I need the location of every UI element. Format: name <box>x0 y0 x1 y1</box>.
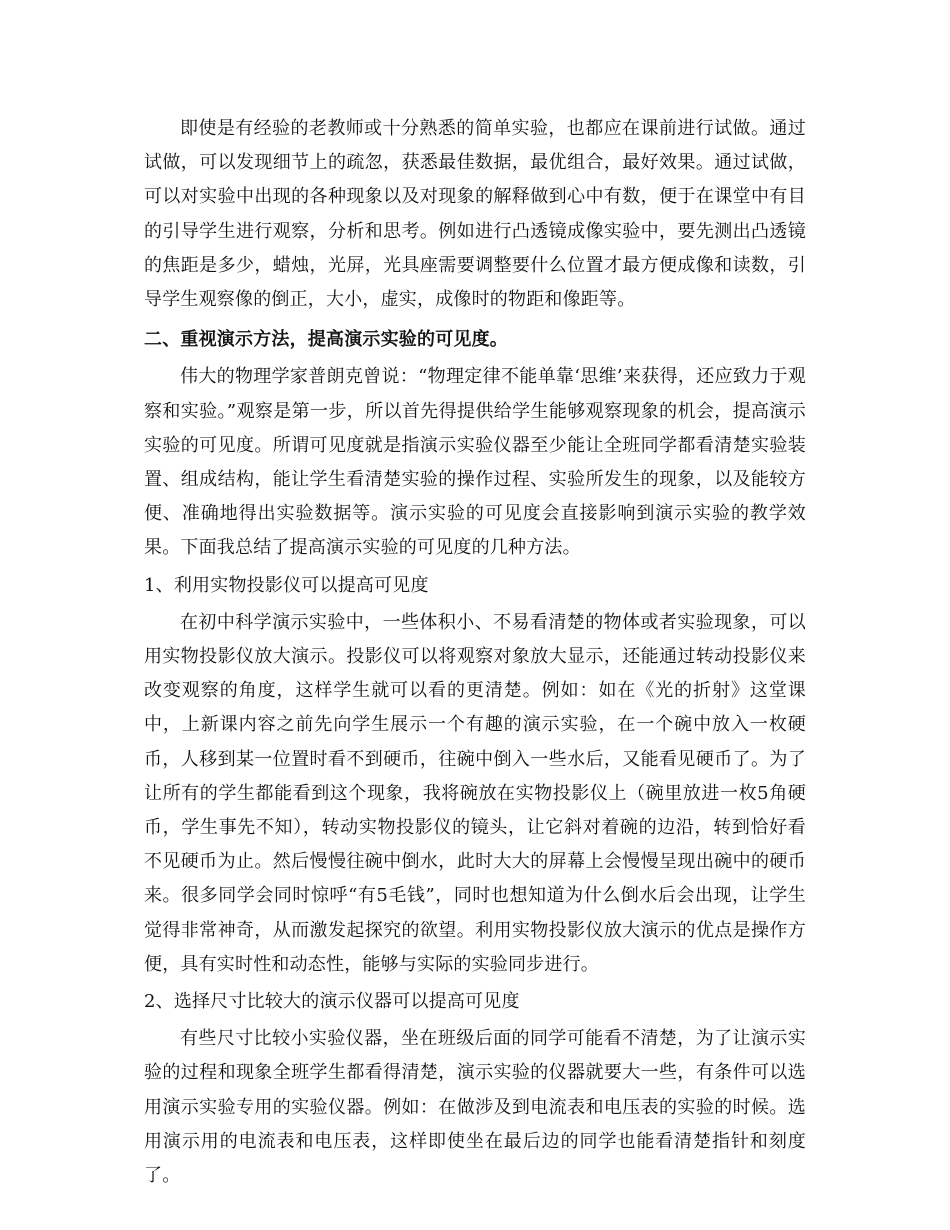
subsection-heading-large-instruments: 2、选择尺寸比较大的演示仪器可以提高可见度 <box>144 991 520 1013</box>
paragraph-large-instruments: 有些尺寸比较小实验仪器，坐在班级后面的同学可能看不清楚，为了让演示实验的过程和现象全班学生都看得清楚，演示实验的仪器就要大一些，有条件可以选用演示实验专用的实验仪器。例如：在做涉及到电流表和电压表的实验的时候。选用演示用的电流表和电压表，这样即使坐在最后边的同学也能看清楚指针和刻度了。 <box>144 1028 806 1187</box>
paragraph-projector-example: 在初中科学演示实验中，一些体积小、不易看清楚的物体或者实验现象，可以用实物投影仪放大演示。投影仪可以将观察对象放大显示，还能通过转动投影仪来改变观察的角度，这样学生就可以看的更清楚。例如：如在《光的折射》这堂课中，上新课内容之前先向学生展示一个有趣的演示实验，在一个碗中放入一枚硬币，人移到某一位置时看不到硬币，往碗中倒入一些水后，又能看见硬币了。为了让所有的学生都能看到这个现象，我将碗放在实物投影仪上（碗里放进一枚5角硬币，学生事先不知），转动实物投影仪的镜头，让它斜对着碗的边沿，转到恰好看不见硬币为止。然后慢慢往碗中倒水，此时大大的屏幕上会慢慢呈现出碗中的硬币来。很多同学会同时惊呼“有5毛钱”，同时也想知道为什么倒水后会出现，让学生觉得非常神奇，从而激发起探究的欲望。利用实物投影仪放大演示的优点是操作方便，具有实时性和动态性，能够与实际的实验同步进行。 <box>144 611 806 975</box>
subsection-heading-projector: 1、利用实物投影仪可以提高可见度 <box>144 574 429 596</box>
paragraph-trial-experiments: 即使是有经验的老教师或十分熟悉的简单实验，也都应在课前进行试做。通过试做，可以发现细节上的疏忽，获悉最佳数据，最优组合，最好效果。通过试做，可以对实验中出现的各种现象以及对现象的解释做到心中有数，便于在课堂中有目的引导学生进行观察，分析和思考。例如进行凸透镜成像实验中，要先测出凸透镜的焦距是多少，蜡烛，光屏，光具座需要调整要什么位置才最方便成像和读数，引导学生观察像的倒正，大小，虚实，成像时的物距和像距等。 <box>144 118 806 311</box>
section-heading-visibility: 二、重视演示方法，提高演示实验的可见度。 <box>144 329 508 351</box>
paragraph-planck-quote: 伟大的物理学家普朗克曾说：“物理定律不能单靠‘思维’来获得，还应致力于观察和实验。”观察是第一步，所以首先得提供给学生能够观察现象的机会，提高演示实验的可见度。所谓可见度就是指演示实验仪器至少能让全班同学都看清楚实验装置、组成结构，能让学生看清楚实验的操作过程、实验所发生的现象，以及能较方便、准确地得出实验数据等。演示实验的可见度会直接影响到演示实验的教学效果。下面我总结了提高演示实验的可见度的几种方法。 <box>144 366 806 559</box>
